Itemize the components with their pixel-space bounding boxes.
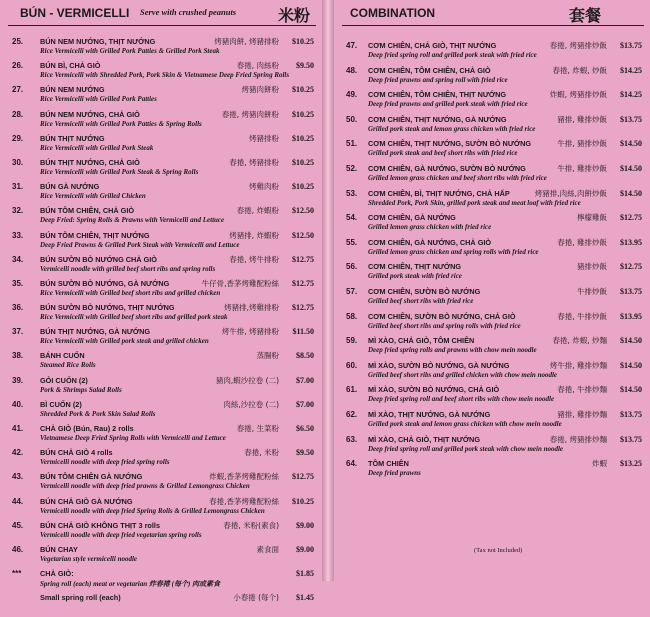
item-name: CƠM CHIÊN, TÔM CHIÊN, THỊT NƯỚNG xyxy=(368,90,507,100)
item-name: BÚN THỊT NƯỚNG xyxy=(40,133,105,143)
item-name-cn: 牛仔骨,香茅烤雞配粉絲 xyxy=(201,278,279,288)
item-number: 45. xyxy=(12,520,24,530)
menu-item xyxy=(334,434,650,459)
item-name-cn: 春捲, 炸蝦粉 xyxy=(236,206,279,216)
item-price: $12.75 xyxy=(620,213,642,223)
menu-item xyxy=(0,544,322,568)
item-number: 54. xyxy=(346,213,358,223)
item-price: $8.50 xyxy=(296,351,314,361)
menu-item xyxy=(0,181,322,205)
item-description: Spring roll (each) meat or vegetarian 炸春捲 (每个) 肉或素食 xyxy=(40,580,221,589)
item-name: BÚN NEM NƯỚNG, THỊT NƯỚNG xyxy=(40,37,156,46)
vermicelli-subtitle: Serve with crushed peanuts xyxy=(140,7,237,17)
item-price: $13.95 xyxy=(620,237,642,247)
item-number: 55. xyxy=(346,237,358,247)
item-name: BÚN THỊT NƯỚNG, CHẢ GIÒ xyxy=(40,157,140,167)
item-number: 29. xyxy=(12,133,24,143)
item-name-cn: 烤豬排粉 xyxy=(249,133,279,143)
item-name: MÌ XÀO, CHẢ GIÒ, TÔM CHIÊN xyxy=(368,336,475,346)
item-name-cn: 豬排, 雞排炒麵 xyxy=(557,409,607,419)
item-price: $9.00 xyxy=(296,520,314,530)
item-name: CHẢ GIÒ: xyxy=(40,569,74,579)
item-number: 49. xyxy=(346,90,358,100)
menu-item xyxy=(0,520,322,544)
item-description: Vermicelli noodle with deep fried vegetarian spring rolls xyxy=(40,530,202,539)
menu-item xyxy=(0,326,322,350)
item-price: $6.50 xyxy=(296,424,314,433)
item-description: Shredded Pork & Pork Skin Salad Rolls xyxy=(40,409,156,418)
item-description: Grilled beef short ribs and spring rolls with fried rice xyxy=(368,321,521,330)
menu-item xyxy=(334,40,650,65)
item-name: BÚN CHAY xyxy=(40,544,78,554)
item-name: BÚN SƯỜN BÒ NƯỚNG CHẢ GIÒ xyxy=(40,254,157,264)
item-name-cn: 蒸腸粉 xyxy=(256,351,279,361)
item-name-cn: 春捲, 炸蝦, 炒飯 xyxy=(552,65,607,75)
item-description: Vietnamese Deep Fried Spring Rolls with Vermicelli and Lettuce xyxy=(40,434,226,442)
item-description: Shredded Pork, Pork Skin, grilled pork steak and meat loaf with fried rice xyxy=(368,198,581,207)
item-description: Rice Vermicelli with Shredded Pork, Pork Skin & Vietnamese Deep Fried Spring Rolls xyxy=(40,71,290,80)
item-number: 36. xyxy=(12,303,24,313)
item-number: 53. xyxy=(346,188,358,198)
item-name-cn: 炸蝦, 烤豬排炒飯 xyxy=(549,90,607,100)
vermicelli-header xyxy=(0,0,322,24)
item-number: 50. xyxy=(346,114,358,124)
menu-item xyxy=(0,568,322,592)
item-name: BÁNH CUỐN xyxy=(40,351,85,361)
item-description: Grilled pork steak and lemon grass chicken with chow mein noodle xyxy=(368,419,562,428)
item-name: CƠM CHIÊN, GÀ NƯỚNG xyxy=(368,213,456,223)
item-number: 27. xyxy=(12,85,24,95)
item-name: BÚN NEM NƯỚNG xyxy=(40,85,105,95)
item-name: CƠM CHIÊN, GÀ NƯỚNG, CHẢ GIÒ xyxy=(368,237,492,247)
item-price: $12.75 xyxy=(292,303,314,313)
item-name: CƠM CHIÊN, THỊT NƯỚNG, SƯỜN BÒ NƯỚNG xyxy=(368,139,532,149)
item-name: BÚN CHẢ GIÒ KHÔNG THỊT 3 rolls xyxy=(40,520,160,530)
item-number: 58. xyxy=(346,311,358,321)
item-name: CHẢ GIÒ (Bún, Rau) 2 rolls xyxy=(40,424,134,433)
item-description: Vermicelli noodle with deep fried Spring Rolls & Grilled Lemongrass Chicken xyxy=(40,506,265,515)
item-description: Rice Vermicelli with Grilled pork steak and grilled chicken xyxy=(40,337,209,346)
menu-item xyxy=(334,237,650,262)
item-price: $7.00 xyxy=(296,375,314,385)
item-name-cn: 牛排, 豬排炒飯 xyxy=(557,139,607,149)
item-description: Steamed Rice Rolls xyxy=(40,361,96,370)
item-name-cn: 春捲, 米粉(素食) xyxy=(223,520,279,530)
menu-item xyxy=(0,230,322,254)
item-description: Rice Vermicelli with Grilled beef short ribs and grilled chicken xyxy=(40,288,221,297)
item-name-cn: 豬排炒飯 xyxy=(577,262,607,272)
item-price: $9.50 xyxy=(296,448,314,458)
item-name-cn: 烤雞肉粉 xyxy=(249,182,279,192)
item-number: 57. xyxy=(346,286,358,296)
menu-item xyxy=(0,302,322,326)
menu-item xyxy=(334,286,650,311)
item-name-cn: 春捲, 牛排炒麵 xyxy=(557,385,607,395)
combination-divider xyxy=(342,25,644,26)
menu-item xyxy=(334,138,650,163)
item-name: CƠM CHIÊN, THỊT NƯỚNG xyxy=(368,262,462,272)
item-description: Rice Vermicelli with Grilled beef short ribs and grilled pork steak xyxy=(40,313,228,322)
item-name-cn: 春捲, 米粉 xyxy=(244,448,279,458)
item-description: Vermicelli noodle with deep fried prawns & Grilled Lemongrass Chicken xyxy=(40,482,250,491)
item-name-cn: 炸蝦 xyxy=(592,459,607,469)
item-price: $13.75 xyxy=(620,409,642,419)
item-price: $14.25 xyxy=(620,90,642,100)
item-price: $12.50 xyxy=(292,206,314,216)
item-description: Rice Vermicelli with Grilled Pork Steak xyxy=(40,143,154,152)
item-number: 48. xyxy=(346,65,358,75)
menu-item xyxy=(334,458,650,483)
menu-item xyxy=(334,188,650,213)
item-description: Grilled pork steak with fried rice xyxy=(368,272,462,281)
item-number: 34. xyxy=(12,254,24,264)
item-name-cn: 烤豬肉餅粉 xyxy=(241,85,279,95)
item-number: *** xyxy=(12,569,22,579)
item-number: 63. xyxy=(346,434,358,444)
menu-item xyxy=(0,350,322,374)
item-number: 64. xyxy=(346,459,358,469)
item-number: 26. xyxy=(12,61,24,71)
item-number: 33. xyxy=(12,230,24,240)
menu-item xyxy=(334,89,650,114)
item-description: Rice Vermicelli with Grilled Chicken xyxy=(40,192,146,201)
item-price: $12.75 xyxy=(620,262,642,272)
item-price: $13.75 xyxy=(620,114,642,124)
item-name: CƠM CHIÊN, THỊT NƯỚNG, GÀ NƯỚNG xyxy=(368,114,507,124)
item-price: $14.50 xyxy=(620,163,642,173)
item-name-cn: 牛排炒飯 xyxy=(577,286,607,296)
item-name: CƠM CHIÊN, SƯỜN BÒ NƯỚNG, CHẢ GIÒ xyxy=(368,311,516,321)
item-price: $14.50 xyxy=(620,360,642,370)
menu-item xyxy=(0,36,322,60)
item-price: $10.25 xyxy=(292,37,314,46)
item-number: 39. xyxy=(12,375,24,385)
item-number: 31. xyxy=(12,182,24,192)
item-number: 35. xyxy=(12,278,24,288)
item-number: 40. xyxy=(12,399,24,409)
item-price: $10.25 xyxy=(292,182,314,192)
item-name-cn: 檸檬雞飯 xyxy=(577,213,607,223)
item-price: $12.75 xyxy=(292,254,314,264)
menu-item xyxy=(334,65,650,90)
item-name: BÚN TÔM CHIÊN, THỊT NƯỚNG xyxy=(40,230,150,240)
item-price: $10.25 xyxy=(292,157,314,167)
menu-item xyxy=(334,311,650,336)
item-name-cn: 春捲, 肉絲粉 xyxy=(236,61,279,71)
item-number: 41. xyxy=(12,424,24,433)
item-name-cn: 小春捲 (每个) xyxy=(233,593,279,603)
combination-title-cn: 套餐 xyxy=(569,6,602,25)
item-name: BÚN NEM NƯỚNG, CHẢ GIÒ xyxy=(40,109,140,119)
item-price: $13.75 xyxy=(620,286,642,296)
item-name: CƠM CHIÊN, GÀ NƯỚNG, SƯỜN BÒ NƯỚNG xyxy=(368,163,526,173)
item-description: Vermicelli noodle with grilled beef short ribs and spring rolls xyxy=(40,264,216,273)
item-description: Deep fried spring roll and grilled pork steak with fried rice xyxy=(368,51,537,59)
item-price: $10.25 xyxy=(292,133,314,143)
item-price: $14.50 xyxy=(620,385,642,395)
item-price: $12.50 xyxy=(292,230,314,240)
item-name-cn: 春捲, 牛排炒飯 xyxy=(557,311,607,321)
item-description: Pork & Shrimps Salad Rolls xyxy=(40,385,122,394)
item-price: $14.25 xyxy=(620,65,642,75)
item-price: $10.25 xyxy=(292,85,314,95)
combination-title: COMBINATION xyxy=(350,6,436,20)
item-description: Deep fried spring roll and beef short ribs with chow mein noodle xyxy=(368,395,555,404)
item-name: BÚN TÔM CHIÊN, CHẢ GIÒ xyxy=(40,206,135,216)
menu-item xyxy=(0,254,322,278)
item-price: $9.00 xyxy=(296,544,314,554)
item-name: CƠM CHIÊN, BÌ, THỊT NƯỚNG, CHẢ HẤP xyxy=(368,188,510,198)
menu-item xyxy=(334,384,650,409)
item-name-cn: 春捲,香茅烤雞配粉絲 xyxy=(209,496,279,506)
tax-note: (Tax not Included) xyxy=(474,547,523,554)
vermicelli-column xyxy=(0,0,322,603)
item-name-cn: 烤豬肉餅, 烤豬排粉 xyxy=(214,37,279,46)
item-name-cn: 烤豬排,肉絲,肉餅炒飯 xyxy=(534,188,607,198)
item-price: $14.50 xyxy=(620,188,642,198)
item-price: $10.25 xyxy=(292,496,314,506)
vermicelli-title: BÚN - VERMICELLI xyxy=(20,6,130,20)
item-price: $1.85 xyxy=(296,569,314,579)
item-number: 32. xyxy=(12,206,24,216)
item-name: MÌ XÀO, THỊT NƯỚNG, GÀ NƯỚNG xyxy=(368,409,491,419)
item-description: Deep fried spring roll and grilled pork steak with chow mein noodle xyxy=(368,444,564,453)
menu-item xyxy=(334,261,650,286)
item-name: GỎI CUỐN (2) xyxy=(40,375,88,385)
menu-item xyxy=(0,592,322,616)
item-price: $9.50 xyxy=(296,61,314,71)
item-number: 56. xyxy=(346,262,358,272)
item-name: MÌ XÀO, CHẢ GIÒ, THỊT NƯỚNG xyxy=(368,434,481,444)
vermicelli-title-cn: 米粉 xyxy=(278,6,311,25)
item-name: BÌ CUỐN (2) xyxy=(40,399,82,409)
item-number: 30. xyxy=(12,157,24,167)
item-name: BÚN SƯỜN BÒ NƯỚNG, THỊT NƯỚNG xyxy=(40,303,175,313)
item-name-cn: 春捲, 烤牛排粉 xyxy=(229,254,279,264)
item-name: MÌ XÀO, SƯỜN BÒ NƯỚNG, GÀ NƯỚNG xyxy=(368,360,510,370)
item-number: 25. xyxy=(12,37,24,46)
item-name-cn: 春捲, 烤豬排粉 xyxy=(229,157,279,167)
menu-item xyxy=(0,496,322,520)
item-name-cn: 春捲, 烤豬排炒麵 xyxy=(549,434,607,444)
menu-item xyxy=(0,447,322,471)
item-name: BÚN SƯỜN BÒ NƯỚNG, GÀ NƯỚNG xyxy=(40,278,170,288)
menu-item xyxy=(334,212,650,237)
combination-items xyxy=(334,40,650,483)
item-number: 51. xyxy=(346,139,358,149)
item-number: 43. xyxy=(12,472,24,482)
menu-item xyxy=(0,423,322,447)
item-number: 60. xyxy=(346,360,358,370)
menu-item xyxy=(0,471,322,495)
item-description: Grilled lemon grass chicken and beef short ribs with fried rice xyxy=(368,173,547,182)
item-price: $7.00 xyxy=(296,399,314,409)
item-name: CƠM CHIÊN, SƯỜN BÒ NƯỚNG xyxy=(368,286,481,296)
menu-item xyxy=(334,114,650,139)
item-price: $1.45 xyxy=(296,593,314,603)
item-number: 46. xyxy=(12,544,24,554)
menu-item xyxy=(0,84,322,108)
item-name: CƠM CHIÊN, CHẢ GIÒ, THỊT NƯỚNG xyxy=(368,41,497,50)
vermicelli-divider xyxy=(8,25,316,26)
item-name-cn: 炸蝦,香茅烤雞配粉絲 xyxy=(209,472,279,482)
item-name: BÚN CHẢ GIÒ 4 rolls xyxy=(40,448,113,458)
item-name-cn: 春捲, 炸蝦, 炒麵 xyxy=(552,336,607,346)
item-price: $12.75 xyxy=(292,472,314,482)
item-description: Grilled lemon grass chicken with fried rice xyxy=(368,223,492,232)
vermicelli-items xyxy=(0,36,322,617)
item-name-cn: 春捲, 烤豬排炒飯 xyxy=(549,41,607,50)
item-description: Rice Vermicelli with Grilled Pork Patties & Grilled Pork Steak xyxy=(40,47,220,55)
menu-item xyxy=(0,375,322,399)
item-number: 47. xyxy=(346,41,358,50)
menu-item xyxy=(0,205,322,229)
item-number: 61. xyxy=(346,385,358,395)
item-name-cn: 烤豬排, 炸蝦粉 xyxy=(229,230,279,240)
item-price: $13.75 xyxy=(620,434,642,444)
menu-item xyxy=(0,399,322,423)
menu-item xyxy=(334,360,650,385)
menu-item xyxy=(0,109,322,133)
item-name-cn: 春捲, 烤豬肉餅粉 xyxy=(221,109,279,119)
item-name-cn: 烤牛排, 雞排炒麵 xyxy=(549,360,607,370)
item-description: Grilled lemon grass chicken and spring rolls with fried rice xyxy=(368,247,539,256)
menu-item xyxy=(334,163,650,188)
item-name: TÔM CHIÊN xyxy=(368,459,409,469)
item-number: 38. xyxy=(12,351,24,361)
menu-item xyxy=(334,409,650,434)
item-description: Deep Fried: Spring Rolls & Prawns with Vermicelli and Lettuce xyxy=(40,216,225,225)
item-name: BÚN TÔM CHIÊN GÀ NƯỚNG xyxy=(40,472,143,482)
item-number: 44. xyxy=(12,496,24,506)
item-description: Deep fried prawns and spring roll with fried rice xyxy=(368,75,508,84)
item-name: CƠM CHIÊN, TÔM CHIÊN, CHẢ GIÒ xyxy=(368,65,491,75)
item-name-cn: 肉絲,沙拉卷 (二) xyxy=(223,399,279,409)
item-description: Deep fried spring rolls and prawns with chow mein noodle xyxy=(368,346,537,355)
item-name: BÚN BÌ, CHẢ GIÒ xyxy=(40,61,101,71)
page-spine xyxy=(322,0,334,581)
menu-item xyxy=(0,278,322,302)
menu-item xyxy=(334,335,650,360)
item-number: 42. xyxy=(12,448,24,458)
item-description: Grilled beef short ribs with fried rice xyxy=(368,296,474,305)
item-name: BÚN THỊT NƯỚNG, GÀ NƯỚNG xyxy=(40,327,151,337)
item-price: $13.25 xyxy=(620,459,642,469)
item-name-cn: 春捲, 生菜粉 xyxy=(236,424,279,433)
item-description: Grilled pork steak and lemon grass chicken with fried rice xyxy=(368,124,536,133)
item-price: $14.50 xyxy=(620,139,642,149)
item-price: $11.50 xyxy=(292,327,314,337)
item-name-cn: 春捲, 雞排炒飯 xyxy=(557,237,607,247)
item-description: Grilled beef short ribs and grilled chicken with chow mein noodle xyxy=(368,370,558,379)
item-name: BÚN CHẢ GIÒ GÀ NƯỚNG xyxy=(40,496,133,506)
item-description: Rice Vermicelli with Grilled Pork Patties & Spring Rolls xyxy=(40,119,202,128)
item-name-cn: 豬肉,蝦沙拉卷 (二) xyxy=(215,375,279,385)
item-description: Rice Vermicelli with Grilled Pork Steak & Spring Rolls xyxy=(40,167,199,176)
item-name-cn: 烤豬排,烤雞排粉 xyxy=(224,303,279,313)
menu-item xyxy=(0,157,322,181)
item-price: $14.50 xyxy=(620,336,642,346)
item-number: 28. xyxy=(12,109,24,119)
item-name-cn: 素食面 xyxy=(256,544,279,554)
item-number: 37. xyxy=(12,327,24,337)
item-description: Deep fried prawns xyxy=(368,469,421,478)
combination-column xyxy=(334,0,650,581)
item-name: MÌ XÀO, SƯỜN BÒ NƯỚNG, CHẢ GIÒ xyxy=(368,385,500,395)
item-description: Deep Fried Prawns & Grilled Pork Steak with Vermicelli and Lettuce xyxy=(40,240,240,249)
menu-item xyxy=(0,133,322,157)
item-description: Grilled pork steak and beef short ribs with fried rice xyxy=(368,149,518,158)
item-name-cn: 牛排, 雞排炒飯 xyxy=(557,163,607,173)
menu-item xyxy=(0,60,322,84)
item-name: Small spring roll (each) xyxy=(40,593,121,603)
item-name: BÚN GÀ NƯỚNG xyxy=(40,182,100,192)
item-price: $13.95 xyxy=(620,311,642,321)
item-description: Vermicelli noodle with deep fried spring rolls xyxy=(40,458,170,467)
item-number: 52. xyxy=(346,163,358,173)
item-description: Rice Vermicelli with Grilled Pork Patties xyxy=(40,95,157,104)
item-name-cn: 豬排, 雞排炒飯 xyxy=(557,114,607,124)
item-price: $12.75 xyxy=(292,278,314,288)
item-description: Deep fried prawns and grilled pork steak with fried rice xyxy=(368,100,528,109)
item-number: 59. xyxy=(346,336,358,346)
item-price: $10.25 xyxy=(292,109,314,119)
item-price: $13.75 xyxy=(620,41,642,50)
item-name-cn: 烤牛排, 烤豬排粉 xyxy=(221,327,279,337)
item-description: Vegetarian style vermicelli noodle xyxy=(40,554,138,563)
item-number: 62. xyxy=(346,409,358,419)
combination-header xyxy=(334,0,650,24)
